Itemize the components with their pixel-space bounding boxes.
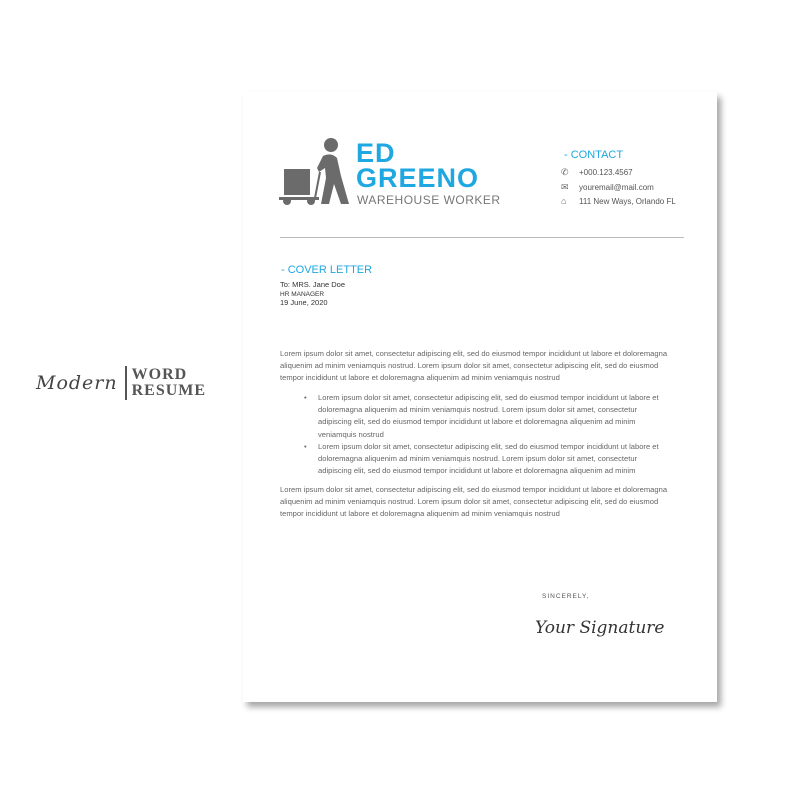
email-text: youremail@mail.com <box>579 183 654 192</box>
text-line: veniamquis nostrud <box>318 429 384 439</box>
brand-divider <box>125 366 127 400</box>
recipient-position: HR MANAGER <box>280 291 325 298</box>
recipient: To: MRS. Jane Doe <box>280 280 346 289</box>
contact-address <box>561 196 676 206</box>
home-icon: ⌂ <box>561 196 567 206</box>
first-name: ED <box>356 138 396 168</box>
divider <box>280 237 684 238</box>
phone-icon: ✆ <box>561 167 569 177</box>
text-line: Lorem ipsum dolor sit amet, consectetur adipiscing elit, sed do eiusmod tempor incididunt ut labore et doloremagna <box>280 485 668 494</box>
brand-word: WORD <box>131 366 188 383</box>
contact-heading: - CONTACT <box>564 149 624 161</box>
paragraph-1 <box>280 348 667 385</box>
letter-page <box>243 92 717 702</box>
bullet: • <box>304 441 307 451</box>
text-line: Lorem ipsum dolor sit amet, consectetur adipiscing elit, sed do eiusmod tempor incididunt ut labore et doloremagna <box>280 349 668 358</box>
list-item <box>304 441 659 478</box>
text-line: Lorem ipsum dolor sit amet, consectetur adipiscing elit, sed do eiusmod tempor incididunt ut labore et <box>318 393 659 402</box>
text-line: doloremagna aliquenim ad minim veniamquis nostrud. Lorem ipsum dolor sit amet, consectetur <box>318 405 638 415</box>
signature: Your Signature <box>535 618 665 638</box>
job-title: WAREHOUSE WORKER <box>357 193 501 207</box>
text-line: Lorem ipsum dolor sit amet, consectetur adipiscing elit, sed do eiusmod tempor incididunt ut labore et <box>318 441 659 451</box>
last-name: GREENO <box>356 163 480 193</box>
brand-resume: RESUME <box>131 382 207 399</box>
phone-text: +000.123.4567 <box>579 168 633 177</box>
text-line: tempor incididunt ut labore et doloremagna aliquenim ad minim veniamquis nostrud <box>280 373 560 383</box>
paragraph-3 <box>280 484 667 521</box>
text-line: adipiscing elit, sed do eiusmod tempor incididunt ut labore et doloremagna aliquenim ad minim <box>318 466 636 476</box>
worker-cart-icon <box>279 136 351 206</box>
address-text: 111 New Ways, Orlando FL <box>579 196 676 206</box>
text-line: aliquenim ad minim veniamquis nostrud. Lorem ipsum dolor sit amet, consectetur adipiscing elit, sed do eiusmod <box>280 497 659 507</box>
text-line: aliquenim ad minim veniamquis nostrud. Lorem ipsum dolor sit amet, consectetur adipiscing elit, sed do eiusmod <box>280 361 659 371</box>
closing: SINCERELY, <box>542 593 590 600</box>
letter-date: 19 June, 2020 <box>280 298 328 307</box>
brand-logo <box>36 366 206 400</box>
contact-email <box>561 182 654 193</box>
bullet-list <box>304 392 659 477</box>
cover-letter-heading: - COVER LETTER <box>281 264 373 276</box>
list-item <box>304 392 659 441</box>
bullet: • <box>304 393 307 402</box>
text-line: doloremagna aliquenim ad minim veniamquis nostrud. Lorem ipsum dolor sit amet, consectetur <box>318 454 638 464</box>
text-line: adipiscing elit, sed do eiusmod tempor incididunt ut labore et doloremagna aliquenim ad minim <box>318 417 636 427</box>
contact-phone <box>561 167 633 178</box>
text-line: tempor incididunt ut labore et doloremagna aliquenim ad minim veniamquis nostrud <box>280 509 560 519</box>
brand-script: Modern <box>36 372 118 394</box>
mail-icon: ✉ <box>561 182 569 192</box>
